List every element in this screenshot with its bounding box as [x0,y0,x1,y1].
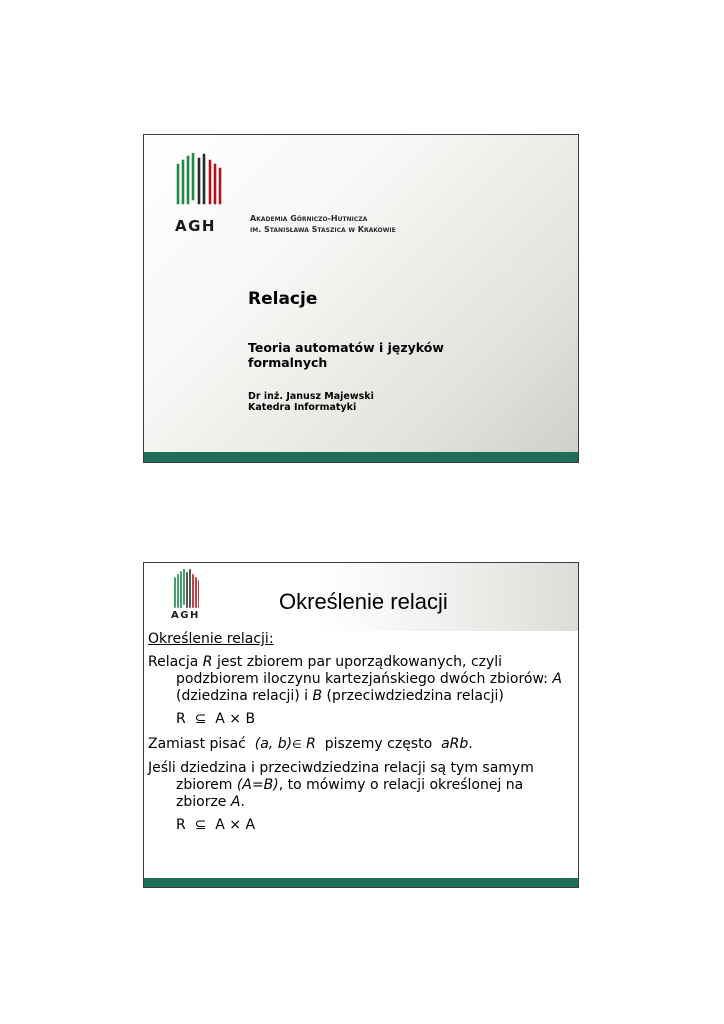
author-name: Dr inż. Janusz Majewski [248,391,374,402]
homogeneous-relation-paragraph: Jeśli dziedzina i przeciwdziedzina relacji są tym samym zbiorem (A=B), to mówimy o relacji określonej na zbiorze A. [148,760,534,810]
course-name [248,340,444,370]
academy-name: Akademia Górniczo-Hutnicza [250,214,368,223]
relation-definition: Relacja R jest zbiorem par uporządkowanych, czyli podzbiorem iloczynu kartezjańskiego dwóch zbiorów: A (dziedzina relacji) i B (przeciwdziedzina relacji) [148,654,562,704]
slide-body [148,631,574,834]
presentation-title: Relacje [248,289,318,309]
slide-footer-bar [144,878,578,887]
agh-logo [175,153,223,207]
section-heading: Określenie relacji: [148,631,274,647]
agh-logo-small [173,569,199,609]
course-name-line2: formalnych [248,355,328,370]
title-slide [143,134,579,463]
slide-footer-bar [144,452,578,462]
formula-subset-a-b: R ⊆ A × B [176,711,256,727]
author-block [248,391,374,413]
department-name: Katedra Informatyki [248,402,357,413]
agh-logo-text: AGH [175,217,216,235]
notation-paragraph: Zamiast pisać (a, b)∈ R piszemy często aRb. [148,736,473,752]
content-slide [143,562,579,888]
slide-title: Określenie relacji [279,589,448,614]
academy-patron: im. Stanisława Staszica w Krakowie [250,225,396,234]
course-name-line1: Teoria automatów i języków [248,340,444,355]
agh-logo-small-text: AGH [171,610,200,621]
formula-subset-a-a: R ⊆ A × A [176,817,256,833]
